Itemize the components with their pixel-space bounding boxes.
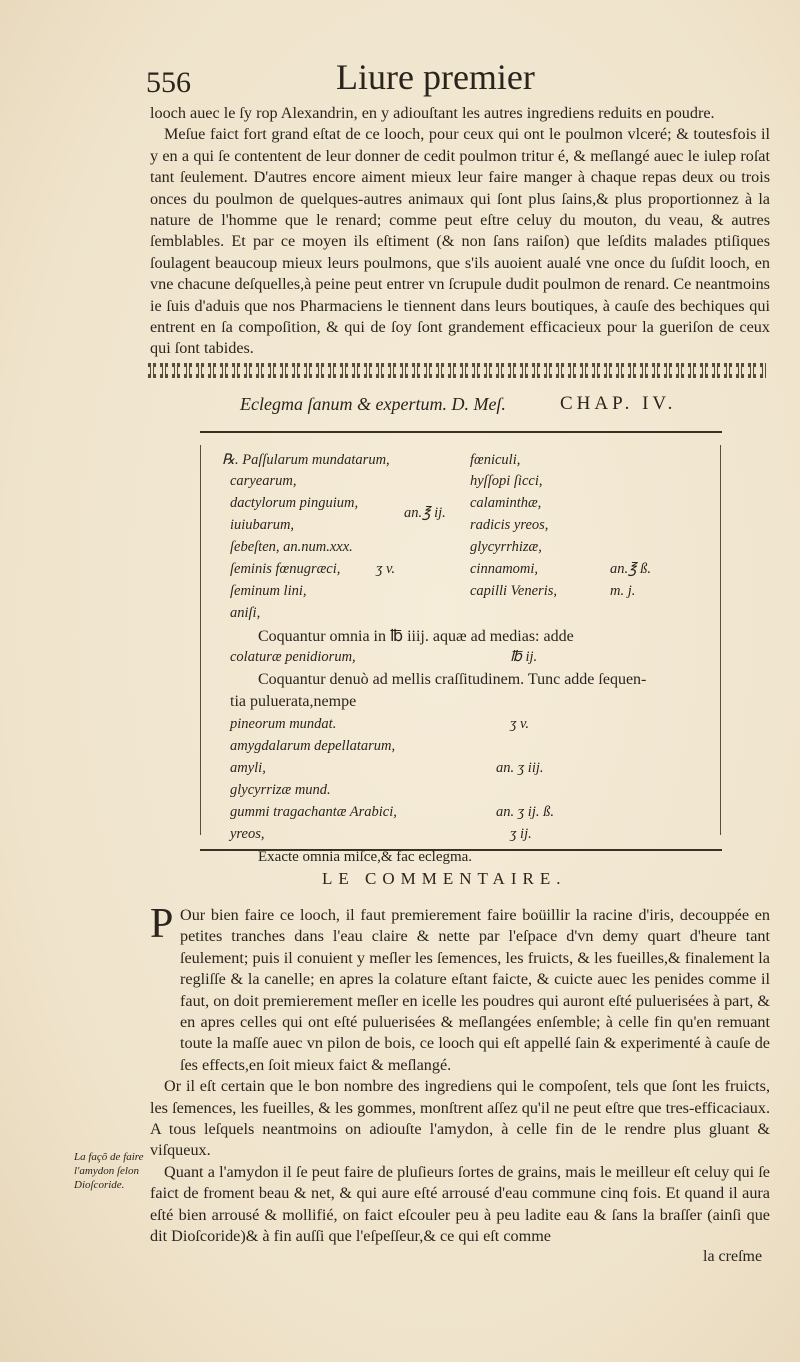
- recipe-colature: colaturæ penidiorum,: [230, 649, 356, 665]
- recipe-powder-dose: ʒ v.: [510, 716, 530, 732]
- commentary-paragraph: Quant a l'amydon il ſe peut faire de pluſieurs ſortes de grains, mais le meilleur eſt celuy qui ſe faict de froment beau & net, & qui aure eſté arrousé d'eau commune cinq fois. Et quand il aura eſté bien arrousé & mollifié, on faict eſcouler peu à peu ladite eau & ſans la braſſer (ainſi que dit Dioſcoride)& à fin auſſi que l'eſpeſſeur,& ce qui eſt comme: [150, 1162, 770, 1246]
- commentary-block: [150, 901, 770, 1248]
- recipe-right-dose: m. j.: [610, 583, 636, 599]
- recipe-left-dose: ʒ v.: [376, 561, 396, 577]
- recipe-powder: glycyrrizæ mund.: [230, 782, 331, 798]
- chapter-label: CHAP. IV.: [560, 393, 677, 414]
- recipe-right-line: cinnamomi,: [470, 561, 539, 577]
- chapter-heading: Eclegma ſanum & expertum. D. Meſ.: [240, 394, 506, 414]
- recipe-left-line: ſebeſten, an.num.xxx.: [230, 539, 353, 555]
- recipe-left-line: ſeminis fœnugræci,: [230, 561, 341, 577]
- recipe-right-line: capilli Veneris,: [470, 583, 557, 599]
- recipe-instruction: Coquantur denuò ad mellis craſſitudinem. Tunc adde ſequen-: [258, 671, 647, 688]
- commentary-heading: LE COMMENTAIRE.: [322, 869, 567, 888]
- recipe-right-dose: an.℥ ß.: [610, 561, 652, 577]
- top-text-paragraph: Meſue faict fort grand eſtat de ce looch, pour ceux qui ont le poulmon vlceré; & toutesfois il y en a qui ſe contentent de leur donner de cedit poulmon tritur é, & meſlangé auec le iulep roſat tant ſeulement. D'autres encore aiment mieux leur faire manger à chaque repas deux ou trois onces du poulmon de quelques-autres animaux qui ſont plus ſains,& plus proportionnez à la nature de l'homme que le renard; comme peut eſtre celuy du mouton, du veau, & autres ſemblables. Et par ce moyen ils eſtiment (& non ſans raiſon) que leſdits malades ptiſiques ſoulagent beaucoup mieux leurs poulmons, que s'ils auoient aualé vne once du ſuſdit looch, en vne chacune deſquelles,à peine peut entrer vn ſcrupule dudit poulmon de renard. Ce neantmoins ie ſuis d'aduis que nos Pharmaciens le tiennent dans leurs boutiques, à cauſe des bechiques qui entrent en ſa compoſition, & qui de ſoy ſont grandement efficacieux pour la gueriſon de ceux qui ſont tabides.: [150, 125, 770, 358]
- recipe-right-line: glycyrrhizæ,: [470, 539, 542, 555]
- recipe-powder-dose: ʒ ij.: [510, 826, 532, 842]
- commentary-paragraph: Or il eſt certain que le bon nombre des ingrediens qui le compoſent, tels que ſont les fruicts, les ſemences, les fueilles, & les gommes, monſtrent aſſez qu'il ne peut eſtre que tres-efficaciaux. A tous leſquels neantmoins on adiouſte l'amydon, à celle fin de le rendre plus gluant & viſqueux.: [150, 1077, 770, 1160]
- recipe-powder-dose: an. ʒ iij.: [496, 760, 544, 776]
- recipe-left-line: iuiubarum,: [230, 517, 295, 533]
- recipe-left-line: aniſi,: [230, 605, 261, 621]
- recipe-powder: pineorum mundat.: [230, 716, 337, 732]
- recipe-powder: gummi tragachantæ Arabici,: [230, 804, 397, 820]
- drop-cap: P: [150, 901, 174, 947]
- top-text-block: [150, 103, 770, 360]
- recipe-right-line: hyſſopi ſicci,: [470, 473, 543, 489]
- recipe-instruction: tia puluerata,nempe: [230, 693, 357, 710]
- recipe-left-line: caryearum,: [230, 473, 297, 489]
- recipe-powder-dose: an. ʒ ij. ß.: [496, 804, 554, 820]
- recipe-left-line: ℞. Paſſularum mundatarum,: [222, 452, 390, 468]
- recipe-left-dose: an.℥ ij.: [404, 505, 446, 521]
- recipe-right-line: calaminthæ,: [470, 495, 542, 511]
- recipe-left-line: dactylorum pinguium,: [230, 495, 359, 511]
- running-title: Liure premier: [336, 57, 535, 97]
- catchword: la creſme: [703, 1248, 763, 1265]
- recipe-powder: yreos,: [230, 826, 265, 842]
- recipe-powder: amyli,: [230, 760, 266, 776]
- recipe-right-line: radicis yreos,: [470, 517, 549, 533]
- recipe-instruction: Exacte omnia miſce,& fac eclegma.: [258, 849, 473, 865]
- recipe-colature-dose: ℔ ij.: [510, 649, 538, 665]
- top-text-line-1: looch auec le ſy rop Alexandrin, en y adiouſtant les autres ingrediens reduits en poudre.: [150, 104, 715, 122]
- recipe-instruction: Coquantur omnia in ℔ iiij. aquæ ad medias: adde: [258, 628, 574, 645]
- ornament-band: [148, 363, 766, 378]
- recipe-right-line: fœniculi,: [470, 452, 521, 468]
- recipe-box-left-rule: [200, 445, 201, 835]
- margin-note: La façõ de faire l'amydon ſelon Dioſcoride.: [74, 1151, 144, 1191]
- commentary-paragraph: Our bien faire ce looch, il faut premierement faire boüillir la racine d'iris, decouppée en petites tranches dans l'eau claire & nette par l'eſpace d'vn demy quart d'heure tant ſeulement; puis il conuient y meſler les ſemences, les fruicts, & les fueilles,& finalement la regliſſe & la canelle; en apres la colature eſtant faicte, & cuicte auec les penides comme il faut, on doit premierement meſler en icelle les poudres qui auront eſté puluerisées à part, & en apres celles qui ont eſté puluerisées & meſlangées enſemble; à celle fin qu'en remuant toute la maſſe auec vn pilon de bois, ce looch qui eſt appellé ſain & experimenté à cauſe de ſes effects,en ſoit mieux faict & meſlangé.: [180, 906, 770, 1074]
- page-number: 556: [146, 66, 191, 99]
- recipe-box-right-rule: [720, 445, 721, 835]
- recipe-powder: amygdalarum depellatarum,: [230, 738, 396, 754]
- recipe-left-line: ſeminum lini,: [230, 583, 307, 599]
